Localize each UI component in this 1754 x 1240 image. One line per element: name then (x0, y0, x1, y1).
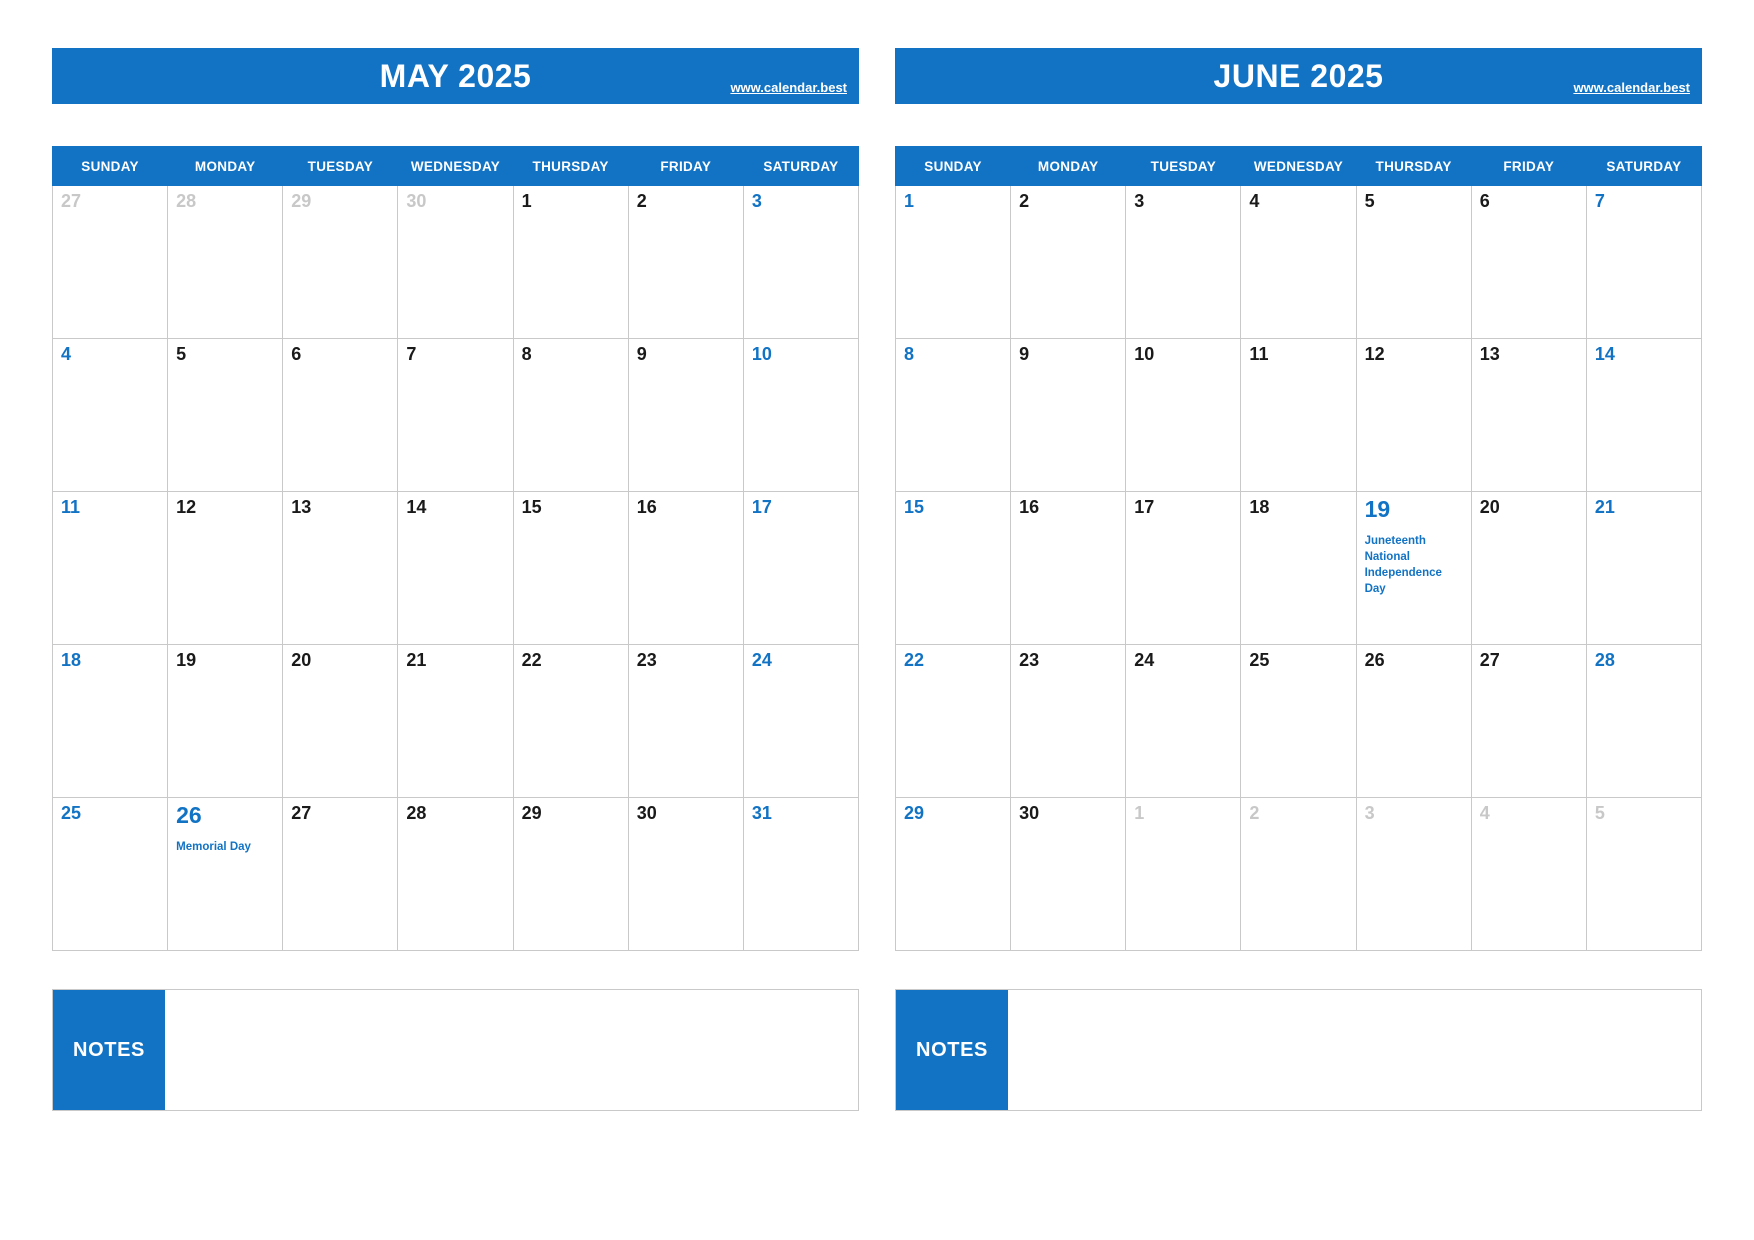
day-number: 13 (1479, 344, 1500, 364)
calendar-day-cell[interactable] (628, 492, 743, 645)
calendar-day-cell[interactable] (743, 186, 858, 339)
notes-writing-area-may[interactable] (165, 990, 858, 1110)
day-number: 1 (521, 191, 532, 211)
calendar-day-cell[interactable] (1471, 186, 1586, 339)
day-number: 31 (751, 803, 772, 823)
calendar-day-cell[interactable] (896, 339, 1011, 492)
day-number: 7 (1594, 191, 1605, 211)
day-number: 15 (904, 497, 925, 517)
calendar-day-cell[interactable] (1471, 645, 1586, 798)
weekday-header-friday: FRIDAY (1471, 147, 1586, 186)
calendar-body-june (896, 186, 1702, 951)
day-number: 2 (1249, 803, 1260, 823)
day-number: 14 (1594, 344, 1615, 364)
calendar-day-cell[interactable] (1356, 186, 1471, 339)
day-number: 23 (636, 650, 657, 670)
day-number: 22 (904, 650, 925, 670)
day-number: 14 (406, 497, 427, 517)
calendar-week-row (896, 798, 1702, 951)
calendar-day-cell[interactable] (1471, 798, 1586, 951)
day-number: 24 (1134, 650, 1155, 670)
day-number: 29 (521, 803, 542, 823)
calendar-day-cell[interactable] (168, 492, 283, 645)
calendar-week-row (53, 798, 859, 951)
calendar-source-link-june[interactable]: www.calendar.best (1573, 80, 1690, 95)
calendar-table-june (895, 146, 1702, 951)
calendar-week-row (53, 645, 859, 798)
calendar-day-cell[interactable] (283, 492, 398, 645)
day-number: 25 (61, 803, 82, 823)
day-number: 4 (1249, 191, 1260, 211)
calendar-day-cell[interactable] (1241, 186, 1356, 339)
day-number: 30 (636, 803, 657, 823)
day-number: 10 (751, 344, 772, 364)
calendar-day-cell[interactable] (53, 339, 168, 492)
month-title-june: JUNE 2025 (1213, 57, 1384, 94)
day-number: 26 (1364, 650, 1385, 670)
month-block-may (52, 48, 859, 1111)
day-number: 27 (291, 803, 312, 823)
calendar-table-may (52, 146, 859, 951)
calendar-day-cell[interactable] (1011, 186, 1126, 339)
calendar-day-cell[interactable] (628, 645, 743, 798)
day-number: 27 (61, 191, 82, 211)
day-number: 4 (61, 344, 72, 364)
calendar-day-cell[interactable] (1126, 798, 1241, 951)
day-number: 20 (1479, 497, 1500, 517)
day-number: 24 (751, 650, 772, 670)
day-number: 8 (521, 344, 532, 364)
day-number: 5 (1364, 191, 1375, 211)
calendar-week-row (896, 492, 1702, 645)
day-number: 5 (176, 344, 187, 364)
day-number: 1 (904, 191, 915, 211)
day-number: 29 (291, 191, 312, 211)
calendar-day-cell[interactable] (398, 339, 513, 492)
calendar-day-cell[interactable] (1356, 798, 1471, 951)
day-number: 20 (291, 650, 312, 670)
calendar-day-cell[interactable] (1586, 492, 1701, 645)
day-number: 18 (1249, 497, 1270, 517)
calendar-day-cell[interactable] (1011, 492, 1126, 645)
month-title-bar-june (895, 48, 1702, 104)
month-block-june (895, 48, 1702, 1111)
weekday-header-monday: MONDAY (1011, 147, 1126, 186)
day-number: 30 (1019, 803, 1040, 823)
day-number: 3 (1134, 191, 1145, 211)
day-number: 30 (406, 191, 427, 211)
calendar-day-cell[interactable] (1471, 339, 1586, 492)
day-number: 19 (176, 650, 197, 670)
weekday-header-wednesday: WEDNESDAY (398, 147, 513, 186)
calendar-day-cell[interactable] (513, 798, 628, 951)
calendar-week-row (53, 186, 859, 339)
weekday-header-sunday: SUNDAY (896, 147, 1011, 186)
day-number: 12 (1364, 344, 1385, 364)
calendar-day-cell[interactable] (896, 186, 1011, 339)
calendar-day-cell[interactable] (1126, 339, 1241, 492)
calendar-day-cell[interactable] (1356, 339, 1471, 492)
day-number: 17 (751, 497, 772, 517)
weekday-header-thursday: THURSDAY (1356, 147, 1471, 186)
calendar-day-cell[interactable] (1011, 798, 1126, 951)
day-number: 2 (1019, 191, 1030, 211)
day-number: 11 (61, 497, 81, 517)
calendar-day-cell[interactable] (896, 492, 1011, 645)
notes-writing-area-june[interactable] (1008, 990, 1701, 1110)
weekday-header-saturday: SATURDAY (743, 147, 858, 186)
calendar-day-cell[interactable] (1241, 339, 1356, 492)
calendar-day-cell[interactable] (896, 798, 1011, 951)
calendar-day-cell[interactable] (513, 492, 628, 645)
notes-label-may: NOTES (53, 990, 165, 1110)
day-number: 4 (1479, 803, 1490, 823)
day-number: 27 (1479, 650, 1500, 670)
month-title-bar-may (52, 48, 859, 104)
day-number: 3 (1364, 803, 1375, 823)
day-number: 11 (1249, 344, 1269, 364)
calendar-week-row (896, 645, 1702, 798)
day-number: 6 (1479, 191, 1490, 211)
calendar-day-cell[interactable] (1241, 645, 1356, 798)
weekday-header-tuesday: TUESDAY (1126, 147, 1241, 186)
weekday-header-row (896, 147, 1702, 186)
calendar-day-cell[interactable] (168, 645, 283, 798)
day-number: 13 (291, 497, 312, 517)
calendar-day-cell[interactable] (283, 339, 398, 492)
notes-box-june (895, 989, 1702, 1111)
weekday-header-monday: MONDAY (168, 147, 283, 186)
calendar-day-cell[interactable] (628, 339, 743, 492)
day-number: 25 (1249, 650, 1270, 670)
day-number: 7 (406, 344, 417, 364)
weekday-header-sunday: SUNDAY (53, 147, 168, 186)
calendar-day-cell[interactable] (1241, 492, 1356, 645)
calendar-day-cell[interactable] (1586, 186, 1701, 339)
calendar-day-cell[interactable] (1586, 798, 1701, 951)
calendar-day-cell[interactable] (1126, 186, 1241, 339)
calendar-day-cell[interactable] (53, 492, 168, 645)
day-number: 15 (521, 497, 542, 517)
calendar-day-cell[interactable] (53, 186, 168, 339)
calendar-day-cell[interactable] (1356, 645, 1471, 798)
calendar-day-cell[interactable] (283, 798, 398, 951)
calendar-day-cell[interactable] (743, 339, 858, 492)
day-number: 22 (521, 650, 542, 670)
calendar-day-cell[interactable] (513, 186, 628, 339)
calendar-day-cell[interactable] (168, 186, 283, 339)
day-number: 9 (636, 344, 647, 364)
day-number: 5 (1594, 803, 1605, 823)
day-number: 6 (291, 344, 302, 364)
calendar-day-cell[interactable] (168, 798, 283, 951)
day-number: 1 (1134, 803, 1145, 823)
weekday-header-saturday: SATURDAY (1586, 147, 1701, 186)
calendar-day-cell[interactable] (283, 186, 398, 339)
calendar-day-cell[interactable] (743, 645, 858, 798)
notes-box-may (52, 989, 859, 1111)
day-number: 3 (751, 191, 762, 211)
calendar-day-cell[interactable] (1471, 492, 1586, 645)
calendar-day-cell[interactable] (398, 186, 513, 339)
notes-label-june: NOTES (896, 990, 1008, 1110)
calendar-day-cell[interactable] (1126, 492, 1241, 645)
day-number: 12 (176, 497, 197, 517)
day-number: 9 (1019, 344, 1030, 364)
calendar-day-cell[interactable] (283, 645, 398, 798)
calendar-day-cell[interactable] (398, 645, 513, 798)
calendar-day-cell[interactable] (398, 798, 513, 951)
calendar-week-row (53, 339, 859, 492)
calendar-body-may (53, 186, 859, 951)
calendar-day-cell[interactable] (53, 645, 168, 798)
day-number: 18 (61, 650, 82, 670)
calendar-day-cell[interactable] (1011, 339, 1126, 492)
holiday-label: Memorial Day (176, 841, 251, 853)
day-number: 2 (636, 191, 647, 211)
day-number: 16 (636, 497, 657, 517)
calendar-day-cell[interactable] (53, 798, 168, 951)
calendar-day-cell[interactable] (513, 339, 628, 492)
calendar-day-cell[interactable] (628, 798, 743, 951)
weekday-header-friday: FRIDAY (628, 147, 743, 186)
weekday-header-tuesday: TUESDAY (283, 147, 398, 186)
weekday-header-wednesday: WEDNESDAY (1241, 147, 1356, 186)
calendar-day-cell[interactable] (1586, 645, 1701, 798)
day-number: 8 (904, 344, 915, 364)
calendar-week-row (53, 492, 859, 645)
weekday-header-thursday: THURSDAY (513, 147, 628, 186)
calendar-day-cell[interactable] (513, 645, 628, 798)
day-number: 28 (406, 803, 427, 823)
calendar-source-link-may[interactable]: www.calendar.best (730, 80, 847, 95)
day-number: 19 (1364, 496, 1391, 522)
day-number: 16 (1019, 497, 1040, 517)
day-number: 28 (176, 191, 197, 211)
weekday-header-row (53, 147, 859, 186)
holiday-label: Juneteenth National Independence Day (1364, 535, 1442, 595)
day-number: 10 (1134, 344, 1155, 364)
calendar-day-cell[interactable] (896, 645, 1011, 798)
day-number: 17 (1134, 497, 1155, 517)
calendar-week-row (896, 186, 1702, 339)
calendar-day-cell[interactable] (1586, 339, 1701, 492)
day-number: 28 (1594, 650, 1615, 670)
day-number: 23 (1019, 650, 1040, 670)
day-number: 26 (176, 802, 202, 828)
calendar-day-cell[interactable] (168, 339, 283, 492)
calendar-day-cell[interactable] (1126, 645, 1241, 798)
calendar-week-row (896, 339, 1702, 492)
day-number: 29 (904, 803, 925, 823)
calendar-day-cell[interactable] (1011, 645, 1126, 798)
calendar-day-cell[interactable] (1356, 492, 1471, 645)
month-title-may: MAY 2025 (379, 57, 532, 94)
calendar-day-cell[interactable] (1241, 798, 1356, 951)
calendar-day-cell[interactable] (398, 492, 513, 645)
calendar-day-cell[interactable] (743, 798, 858, 951)
day-number: 21 (1594, 497, 1615, 517)
calendar-day-cell[interactable] (743, 492, 858, 645)
day-number: 21 (406, 650, 427, 670)
calendar-day-cell[interactable] (628, 186, 743, 339)
